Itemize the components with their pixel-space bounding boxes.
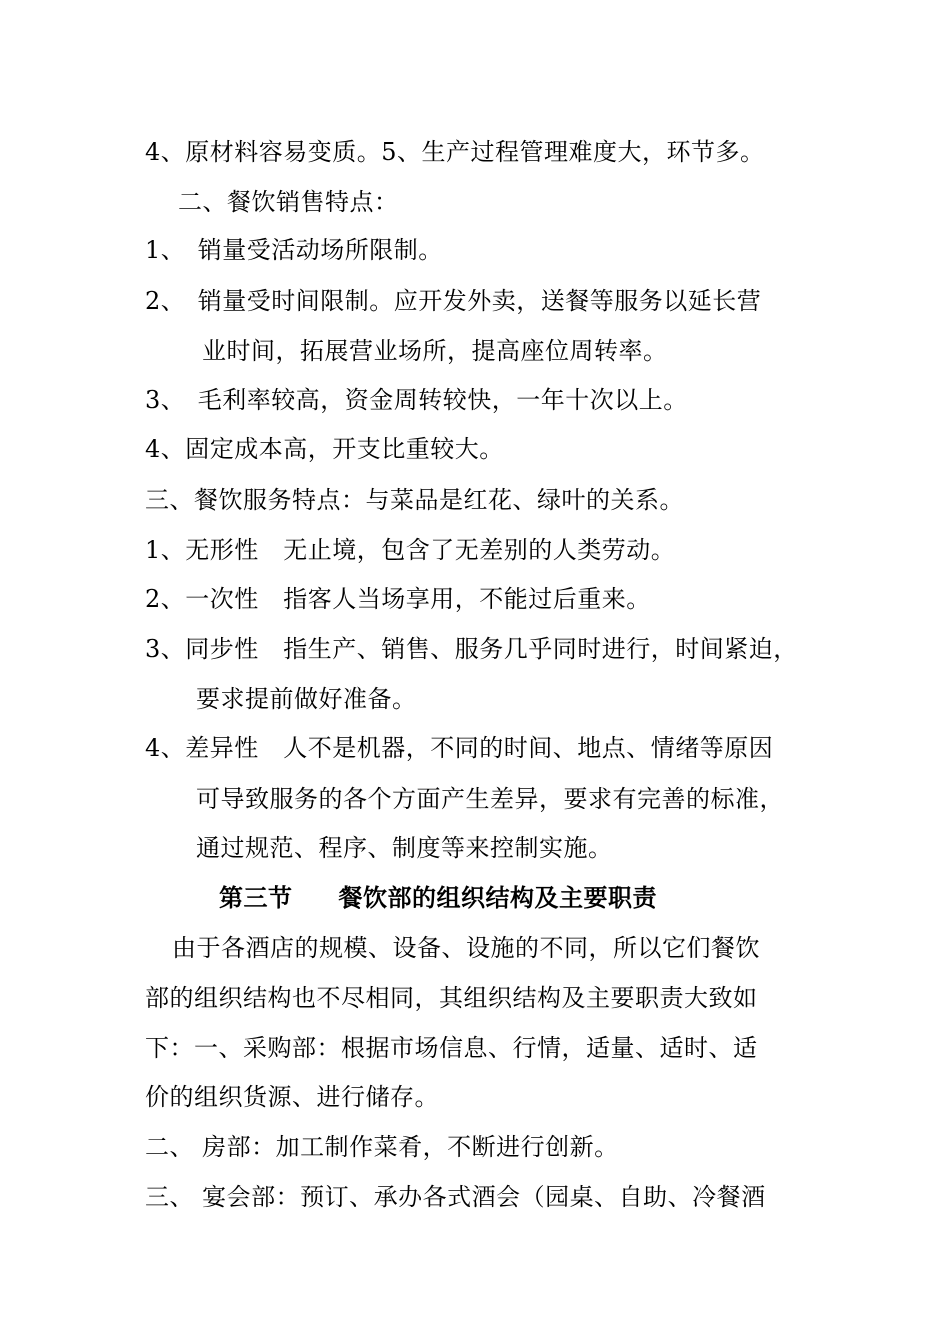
text-line: 4、固定成本高，开支比重较大。 <box>145 435 504 463</box>
text-line: 要求提前做好准备。 <box>196 685 417 713</box>
text-line: 三、 宴会部：预订、承办各式酒会（园桌、自助、冷餐酒 <box>145 1183 766 1211</box>
text-line: 1、无形性 无止境，包含了无差别的人类劳动。 <box>145 536 676 564</box>
text-line: 3、同步性 指生产、销售、服务几乎同时进行，时间紧迫， <box>145 635 798 663</box>
text-line: 4、原材料容易变质。5、生产过程管理难度大，环节多。 <box>145 138 765 166</box>
text-line: 1、 销量受活动场所限制。 <box>145 236 443 264</box>
section-title: 餐饮部的组织结构及主要职责 <box>338 883 657 912</box>
text-line: 可导致服务的各个方面产生差异，要求有完善的标准， <box>196 785 784 813</box>
text-line: 3、 毛利率较高，资金周转较快，一年十次以上。 <box>145 386 688 414</box>
section-number: 第三节 <box>219 883 293 912</box>
text-line: 价的组织货源、进行储存。 <box>145 1083 439 1111</box>
text-line: 业时间，拓展营业场所，提高座位周转率。 <box>202 337 668 365</box>
text-line: 二、 房部：加工制作菜肴，不断进行创新。 <box>145 1133 619 1161</box>
text-line: 2、 销量受时间限制。应开发外卖，送餐等服务以延长营 <box>145 287 762 315</box>
text-line: 下：一、采购部：根据市场信息、行情，适量、适时、适 <box>145 1034 758 1062</box>
text-line: 4、差异性 人不是机器，不同的时间、地点、情绪等原因 <box>145 734 774 762</box>
text-line: 由于各酒店的规模、设备、设施的不同，所以它们餐饮 <box>172 934 760 962</box>
text-line: 部的组织结构也不尽相同，其组织结构及主要职责大致如 <box>145 984 758 1012</box>
subheading-service: 三、餐饮服务特点：与菜品是红花、绿叶的关系。 <box>145 486 684 514</box>
text-line: 2、一次性 指客人当场享用，不能过后重来。 <box>145 585 651 613</box>
subheading-sales: 二、餐饮销售特点： <box>178 188 399 216</box>
text-line: 通过规范、程序、制度等来控制实施。 <box>196 834 613 862</box>
section-heading <box>219 884 657 912</box>
